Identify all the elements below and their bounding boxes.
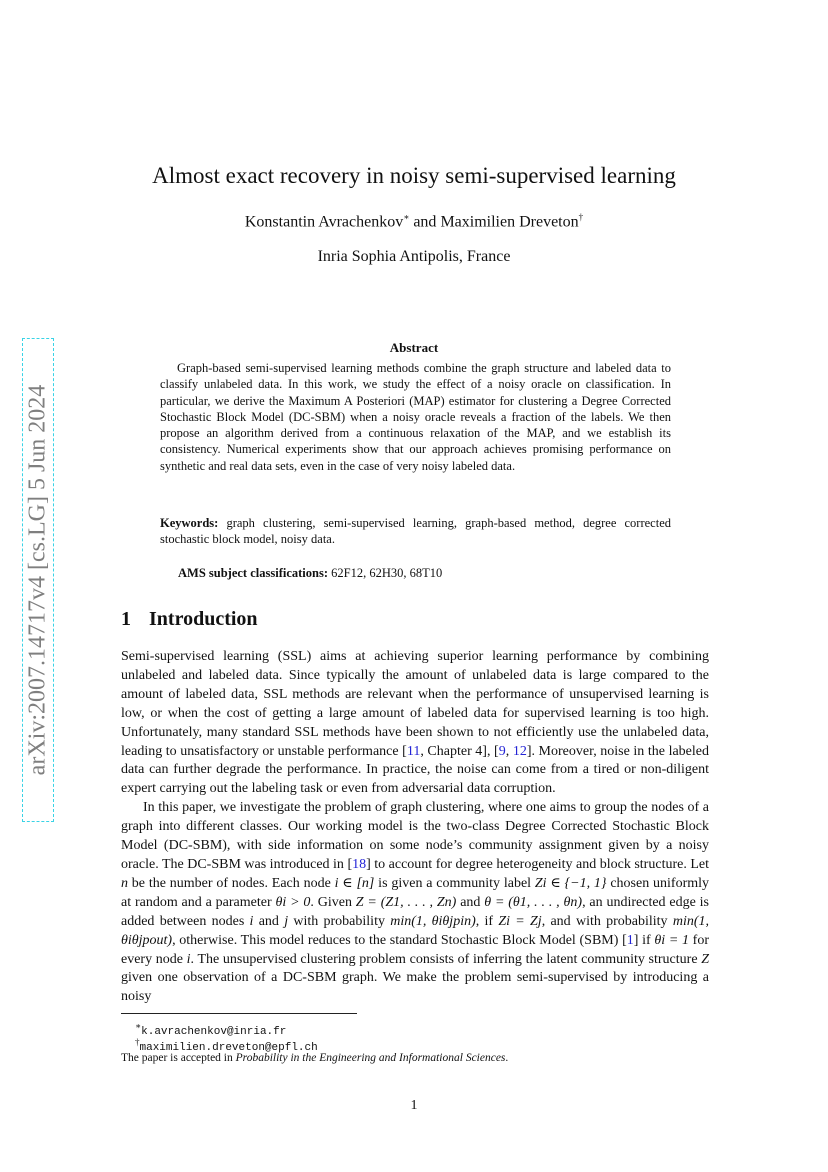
text-run: , Chapter 4], [	[420, 743, 499, 759]
affiliation: Inria Sophia Antipolis, France	[317, 248, 511, 265]
footnote-text: .	[505, 1052, 509, 1064]
math: min(1, θiθjpout)	[121, 913, 709, 948]
math: Zi ∈ {−1, 1}	[534, 875, 607, 891]
text-run: given one observation of a DC-SBM graph. We make the problem semi-supervised by introducing a noisy	[121, 970, 709, 1005]
footnote-mark: †	[135, 1037, 140, 1047]
text-run: and	[253, 913, 285, 929]
abstract-text: Graph-based semi-supervised learning methods combine the graph structure and labeled data to classify unlabeled data. In this work, we study the effect of a noisy oracle on classification. In particular, we derive the Maximum A Posteriori (MAP) estimator for clustering a Degree Corrected Stochastic Block Model (DC-SBM) when a noisy oracle reveals a fraction of the labels. We then propose an algorithm derived from a continuous relaxation of the MAP, and we establish its consistency. Numerical experiments show that our approach achieves promising performance on synthetic and real data sets, even in the case of very noisy labeled data.	[160, 361, 671, 473]
math: i ∈ [n]	[334, 875, 375, 891]
text-run: chosen uniformly at random and a parameter	[121, 875, 710, 910]
text-run: and	[456, 894, 485, 910]
footnote-mark[interactable]: ∗	[403, 212, 410, 222]
arxiv-stamp[interactable]	[20, 338, 56, 822]
math: i	[249, 913, 254, 929]
math: θi = 1	[654, 932, 689, 948]
footnote-mark: ∗	[135, 1021, 142, 1031]
section-number: 1	[121, 608, 131, 630]
footnote-mark[interactable]: †	[578, 212, 584, 222]
math: Zi = Zj	[498, 913, 542, 929]
citation-link[interactable]: 12	[512, 743, 527, 759]
footnote-email[interactable]: maximilien.dreveton@epfl.ch	[139, 1041, 318, 1054]
math: Z = (Z1, . . . , Zn)	[355, 894, 457, 910]
paper-title: Almost exact recovery in noisy semi-supervised learning	[152, 163, 676, 188]
author-separator: and	[409, 213, 441, 231]
math: Z	[701, 951, 709, 967]
journal-name: Probability in the Engineering and Informational Sciences	[235, 1052, 506, 1064]
math: i	[186, 951, 191, 967]
paragraph	[121, 648, 709, 799]
text-run: , otherwise. This model reduces to the standard Stochastic Block Model (SBM) [	[172, 932, 627, 948]
text-run: ] if	[633, 932, 655, 948]
math: θ = (θ1, . . . , θn)	[484, 894, 583, 910]
abstract-heading: Abstract	[389, 340, 439, 355]
math: j	[284, 913, 289, 929]
page-number: 1	[410, 1098, 418, 1113]
author-line	[0, 212, 828, 231]
keywords-label: Keywords:	[160, 516, 219, 530]
keywords-text: graph clustering, semi-supervised learning, graph-based method, degree corrected stochastic block model, noisy data.	[160, 516, 671, 547]
text-run: is given a community label	[374, 875, 535, 891]
keywords	[160, 515, 671, 548]
footnote-divider	[121, 1013, 357, 1014]
section-title: Introduction	[149, 608, 258, 630]
math: n	[121, 875, 128, 891]
section-heading	[121, 608, 258, 631]
citation-link[interactable]: 11	[406, 743, 421, 759]
text-run: be the number of nodes. Each node	[128, 875, 335, 891]
footnote	[121, 1050, 508, 1066]
paragraph	[121, 799, 709, 1007]
ams-text: 62F12, 62H30, 68T10	[328, 566, 443, 580]
author-name: Konstantin Avrachenkov	[244, 213, 404, 231]
citation-link[interactable]: 9	[498, 743, 506, 759]
text-run: ,	[505, 743, 513, 759]
text-run: ] to account for degree heterogeneity and block structure. Let	[366, 856, 709, 872]
text-run: , if	[475, 913, 499, 929]
math: θi > 0	[275, 894, 311, 910]
text-run: . The unsupervised clustering problem consists of inferring the latent community structure	[190, 951, 702, 967]
text-run: . Given	[310, 894, 356, 910]
citation-link[interactable]: 1	[626, 932, 634, 948]
text-run: ]. Moreover, noise in the labeled data can further degrade the performance. In practice, the noise can come from a tired or non-diligent expert carrying out the labeling task or even from adversarial data corruption.	[121, 743, 709, 797]
ams-classifications	[178, 566, 442, 581]
ams-label: AMS subject classifications:	[178, 566, 328, 580]
text-run: In this paper, we investigate the problem of graph clustering, where one aims to group the nodes of a graph into different classes. Our working model is the two-class Degree Corrected Stochastic Block Model (DC-SBM), with side information on some node’s community assignment given by a noisy oracle. The DC-SBM was introduced in [	[121, 800, 709, 872]
citation-link[interactable]: 18	[352, 856, 367, 872]
footnote-email[interactable]: k.avrachenkov@inria.fr	[141, 1025, 287, 1038]
text-run: , an undirected edge is added between nodes	[121, 894, 709, 929]
text-run: with probability	[288, 913, 391, 929]
body-text	[121, 648, 709, 1007]
math: min(1, θiθjpin)	[390, 913, 476, 929]
text-run: , and with probability	[541, 913, 673, 929]
footnote-text: The paper is accepted in	[121, 1052, 236, 1064]
arxiv-stamp-text: arXiv:2007.14717v4 [cs.LG] 5 Jun 2024	[24, 384, 51, 776]
text-run: Semi-supervised learning (SSL) aims at achieving superior learning performance by combining unlabeled and labeled data. Since typically the amount of unlabeled data is large compared to the amount of labeled data, SSL methods are relevant when the performance of unsupervised learning is low, or when the cost of getting a large amount of labeled data for supervised learning is too high. Unfortunately, many standard SSL methods have been shown to not efficiently use the unlabeled data, leading to unsatisfactory or unstable performance [	[121, 649, 709, 759]
author-name: Maximilien Dreveton	[440, 213, 579, 231]
text-run: for every node	[121, 932, 710, 967]
